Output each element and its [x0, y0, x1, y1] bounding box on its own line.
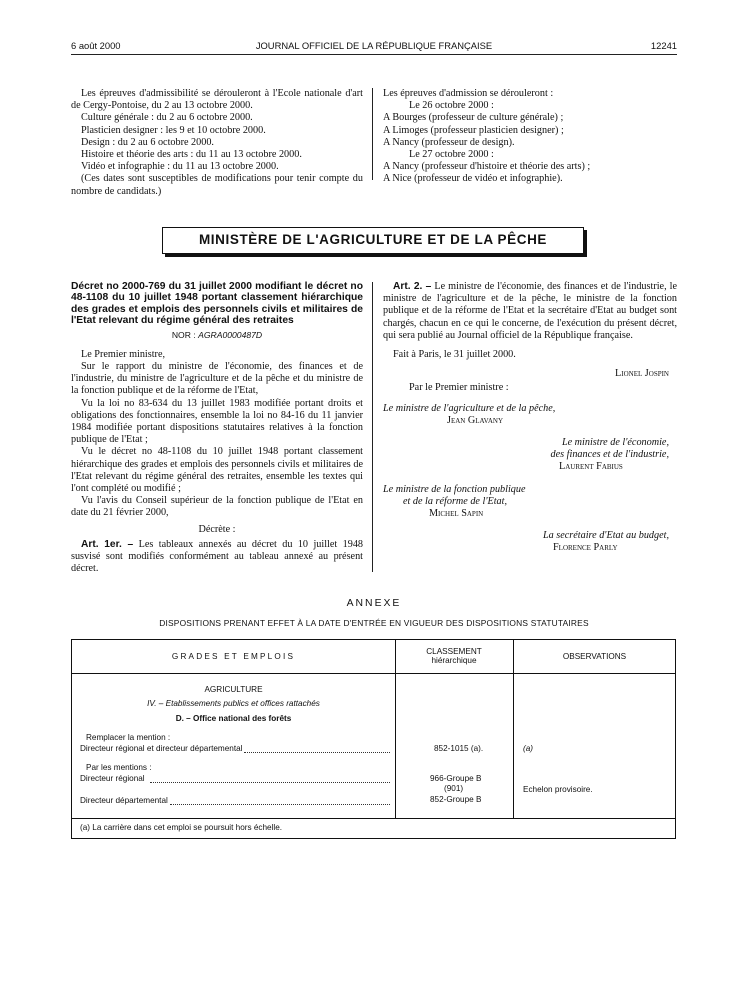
paragraph: A Nancy (professeur d'histoire et théorie des arts) ; [383, 161, 591, 173]
paragraph: A Bourges (professeur de culture générale) ; [383, 112, 564, 124]
article-2-text: Le ministre de l'économie, des finances et de l'industrie, le ministre de l'agriculture et de la pêche, le ministre de la fonction publique et de la réforme de l'Etat et la secrétaire d'Etat au budget sont chargés, chacun en ce qui le concerne, de l'exécution du présent décret, qui sera publié au Journal officiel de la République française. [383, 281, 678, 341]
dot-leader [150, 782, 390, 783]
paragraph: A Nice (professeur de vidéo et infographie). [383, 173, 563, 185]
signatory-name: Florence Parly [553, 542, 618, 554]
dot-leader [244, 752, 390, 753]
section-label: AGRICULTURE [204, 685, 263, 694]
signatory-role: La secrétaire d'Etat au budget, [542, 530, 669, 542]
paragraph: A Limoges (professeur plasticien designer) ; [383, 124, 564, 136]
paragraph: Le 26 octobre 2000 : [409, 100, 494, 112]
column-header-classement: CLASSEMENT [426, 647, 482, 656]
signature-prime-minister: Lionel Jospin [615, 368, 669, 380]
signatory-role: et de la réforme de l'Etat, [403, 495, 508, 507]
annexe-subtitle: DISPOSITIONS PRENANT EFFET À LA DATE D'ENTRÉE EN VIGUEUR DES DISPOSITIONS STATUTAIRES [159, 618, 589, 628]
paragraph: Plasticien designer : les 9 et 10 octobre 2000. [81, 124, 266, 136]
column-header-grades: GRADES ET EMPLOIS [171, 652, 296, 661]
par-les-label: Par les mentions : [86, 763, 152, 772]
paragraph: Histoire et théorie des arts : du 11 au 13 octobre 2000. [81, 149, 302, 161]
signatory-name: Laurent Fabius [559, 461, 623, 473]
ministry-title: MINISTÈRE DE L'AGRICULTURE ET DE LA PÊCHE [198, 232, 548, 248]
decree-title: Décret no 2000-769 du 31 juillet 2000 modifiant le décret no 48-1108 du 10 juillet 1948 portant classement hiérarchique des grades et emplois des personnels civils et militaires de l'Etat relevant du régime général des retraites [71, 281, 363, 327]
ministry-heading [162, 227, 584, 254]
signatory-name: Jean Glavany [447, 414, 504, 426]
paragraph: Vidéo et infographie : du 11 au 13 octobre 2000. [81, 161, 279, 173]
par-premier-ministre: Par le Premier ministre : [409, 382, 509, 394]
fait-a-paris: Fait à Paris, le 31 juillet 2000. [393, 349, 516, 361]
signatory-role: Le ministre de la fonction publique [383, 483, 526, 495]
decree-right-column [383, 281, 677, 555]
article-2-label: Art. 2. – [393, 281, 432, 292]
column-divider [395, 640, 396, 818]
nor-label: NOR : [171, 329, 196, 340]
nor-reference [71, 329, 363, 341]
column-header-hierarchique: hiérarchique [431, 656, 477, 665]
signatory-role: des finances et de l'industrie, [550, 449, 669, 461]
paragraph: Culture générale : du 2 au 6 octobre 2000. [81, 112, 253, 124]
paragraph: A Nancy (professeur de design). [383, 136, 515, 148]
row-classement: 852-1015 (a). [434, 744, 484, 753]
row-classement: 852-Groupe B [430, 795, 482, 804]
row-label: Directeur régional [80, 774, 145, 783]
row-observation: (a) [523, 744, 534, 753]
column-divider [372, 88, 373, 180]
paragraph: Les épreuves d'admission se dérouleront : [383, 88, 554, 99]
decree-paragraph: Vu le décret no 48-1108 du 10 juillet 1948 portant classement hiérarchique des grades et emplois des personnels civils et militaires de l'Etat relevant du régime général des retraites, ensemble les textes qui l'ont complété ou modifié ; [71, 446, 363, 495]
annexe-table [71, 639, 676, 839]
row-classement-sub: (901) [444, 784, 464, 793]
article-1 [71, 539, 363, 576]
paragraph: Le 27 octobre 2000 : [409, 149, 494, 161]
article-1-label: Art. 1er. – [81, 538, 134, 550]
row-label: Directeur départemental [80, 796, 168, 805]
row-observation: Echelon provisoire. [523, 785, 593, 794]
top-right-column [383, 88, 677, 186]
paragraph: Design : du 2 au 6 octobre 2000. [81, 136, 214, 148]
paragraph: (Ces dates sont susceptibles de modifications pour tenir compte du nombre de candidats.) [71, 173, 363, 197]
top-left-column [71, 88, 363, 198]
nor-value: AGRA0000487D [198, 329, 263, 340]
decree-paragraph: Sur le rapport du ministre de l'économie, des finances et de l'industrie, du ministre de l'agriculture et de la pêche et du ministre de la fonction publique et de la réforme de l'Etat, [71, 361, 363, 397]
dot-leader [170, 804, 390, 805]
decree-left-column [71, 281, 363, 575]
header-rule [71, 54, 677, 55]
signatory-role: Le ministre de l'économie, [561, 437, 669, 449]
header-page-number: 12241 [650, 40, 677, 51]
table-header-row [72, 640, 675, 674]
decree-paragraph: Vu l'avis du Conseil supérieur de la fonction publique de l'Etat en date du 21 février 2000, [71, 495, 363, 519]
table-footnote: (a) La carrière dans cet emploi se poursuit hors échelle. [80, 823, 283, 832]
column-divider [513, 640, 514, 818]
signatory-name: Michel Sapin [429, 508, 484, 520]
footnote-divider [72, 818, 675, 819]
row-label: Directeur régional et directeur départemental [80, 744, 243, 753]
row-classement: 966-Groupe B [430, 774, 482, 783]
column-header-observations: OBSERVATIONS [562, 652, 627, 661]
remplacer-label: Remplacer la mention : [86, 733, 171, 742]
header-journal-title: JOURNAL OFFICIEL DE LA RÉPUBLIQUE FRANÇAISE [255, 40, 493, 51]
page-header [71, 40, 677, 54]
subsection-label: IV. – Etablissements publics et offices rattachés [147, 699, 320, 708]
decree-paragraph: Le Premier ministre, [81, 348, 166, 360]
article-1-text: Les tableaux annexés au décret du 10 juillet 1948 susvisé sont modifiés conformément au tableau annexé au présent décret. [71, 538, 364, 575]
article-2 [383, 281, 677, 342]
column-divider [372, 282, 373, 572]
decrete-heading: Décrète : [198, 523, 236, 535]
paragraph: Les épreuves d'admissibilité se dérouleront à l'Ecole nationale d'art de Cergy-Pontoise, du 2 au 13 octobre 2000. [71, 88, 363, 112]
subsection-label: D. – Office national des forêts [175, 714, 292, 723]
annexe-title: ANNEXE [346, 598, 402, 609]
header-date: 6 août 2000 [71, 40, 121, 51]
decree-paragraph: Vu la loi no 83-634 du 13 juillet 1983 modifiée portant droits et obligations des fonctionnaires, ensemble la loi no 84-16 du 11 janvier 1984 modifiée portant dispositions statutaires relatives à la fonction publique de l'Etat ; [71, 397, 363, 446]
signatory-role: Le ministre de l'agriculture et de la pêche, [383, 402, 556, 414]
